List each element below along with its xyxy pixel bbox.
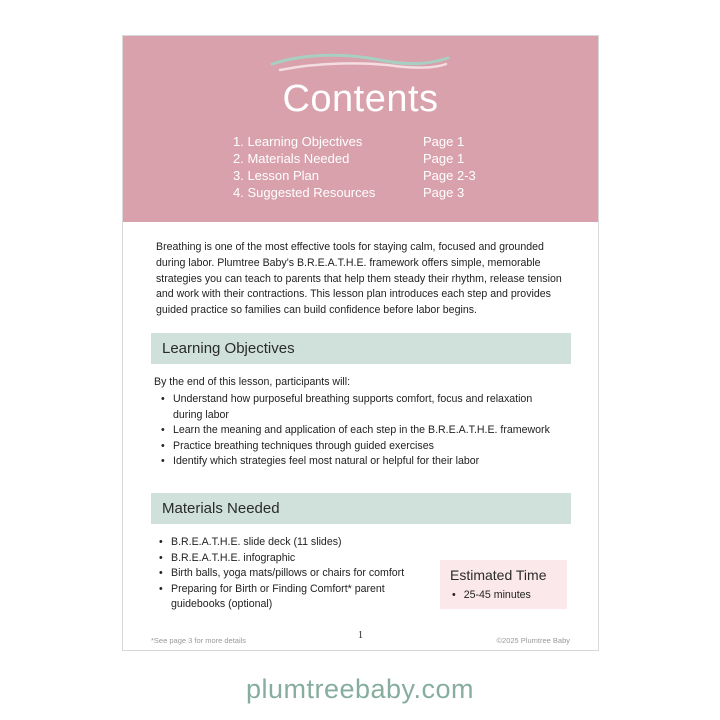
document-page [122, 35, 599, 651]
contents-header [123, 36, 598, 222]
toc-item[interactable] [233, 150, 476, 167]
list-item: • Identify which strategies feel most natural or helpful for their labor [156, 454, 556, 470]
intro-paragraph: Breathing is one of the most effective tools for staying calm, focused and grounded during labor. Plumtree Baby's B.R.E.A.T.H.E. framework offers simple, memorable strategies you can teach to parents that help them steady their rhythm, release tension and work with their contractions. This lesson plan introduces each step and provides guided practice so families can build confidence before labor begins. [156, 241, 562, 317]
learning-objectives-heading: Learning Objectives [151, 333, 571, 364]
toc-label: 1. Learning Objectives [233, 134, 363, 149]
toc-label: 2. Materials Needed [233, 151, 350, 166]
toc-item[interactable] [233, 184, 476, 201]
page-number: 1 [358, 630, 363, 641]
toc-label: 4. Suggested Resources [233, 185, 376, 200]
footnote: *See page 3 for more details [151, 636, 247, 645]
list-item: • Understand how purposeful breathing supports comfort, focus and relaxation during labor [156, 392, 556, 423]
estimated-time-title: Estimated Time [450, 567, 547, 583]
list-item: • B.R.E.A.T.H.E. infographic [154, 551, 424, 567]
table-of-contents [233, 133, 476, 201]
toc-item[interactable] [233, 133, 476, 150]
wave-decoration-icon [270, 50, 450, 74]
objectives-list [156, 392, 556, 470]
list-item: • Preparing for Birth or Finding Comfort* parent guidebooks (optional) [154, 582, 424, 613]
estimated-time-value: • 25-45 minutes [452, 589, 531, 601]
objectives-lead: By the end of this lesson, participants will: [154, 376, 351, 388]
estimated-time-box [440, 560, 567, 609]
list-item: • Learn the meaning and application of each step in the B.R.E.A.T.H.E. framework [156, 423, 556, 439]
copyright: ©2025 Plumtree Baby [496, 636, 570, 645]
list-item: • Practice breathing techniques through guided exercises [156, 439, 556, 455]
materials-list [154, 535, 424, 613]
materials-needed-heading: Materials Needed [151, 493, 571, 524]
toc-page: Page 1 [423, 151, 465, 166]
list-item: • Birth balls, yoga mats/pillows or chairs for comfort [154, 566, 424, 582]
page-title: Contents [282, 78, 439, 120]
toc-page: Page 3 [423, 185, 465, 200]
toc-page: Page 2-3 [423, 168, 476, 183]
toc-page: Page 1 [423, 134, 465, 149]
toc-label: 3. Lesson Plan [233, 168, 320, 183]
website-url[interactable]: plumtreebaby.com [245, 674, 475, 704]
list-item: • B.R.E.A.T.H.E. slide deck (11 slides) [154, 535, 424, 551]
toc-item[interactable] [233, 167, 476, 184]
